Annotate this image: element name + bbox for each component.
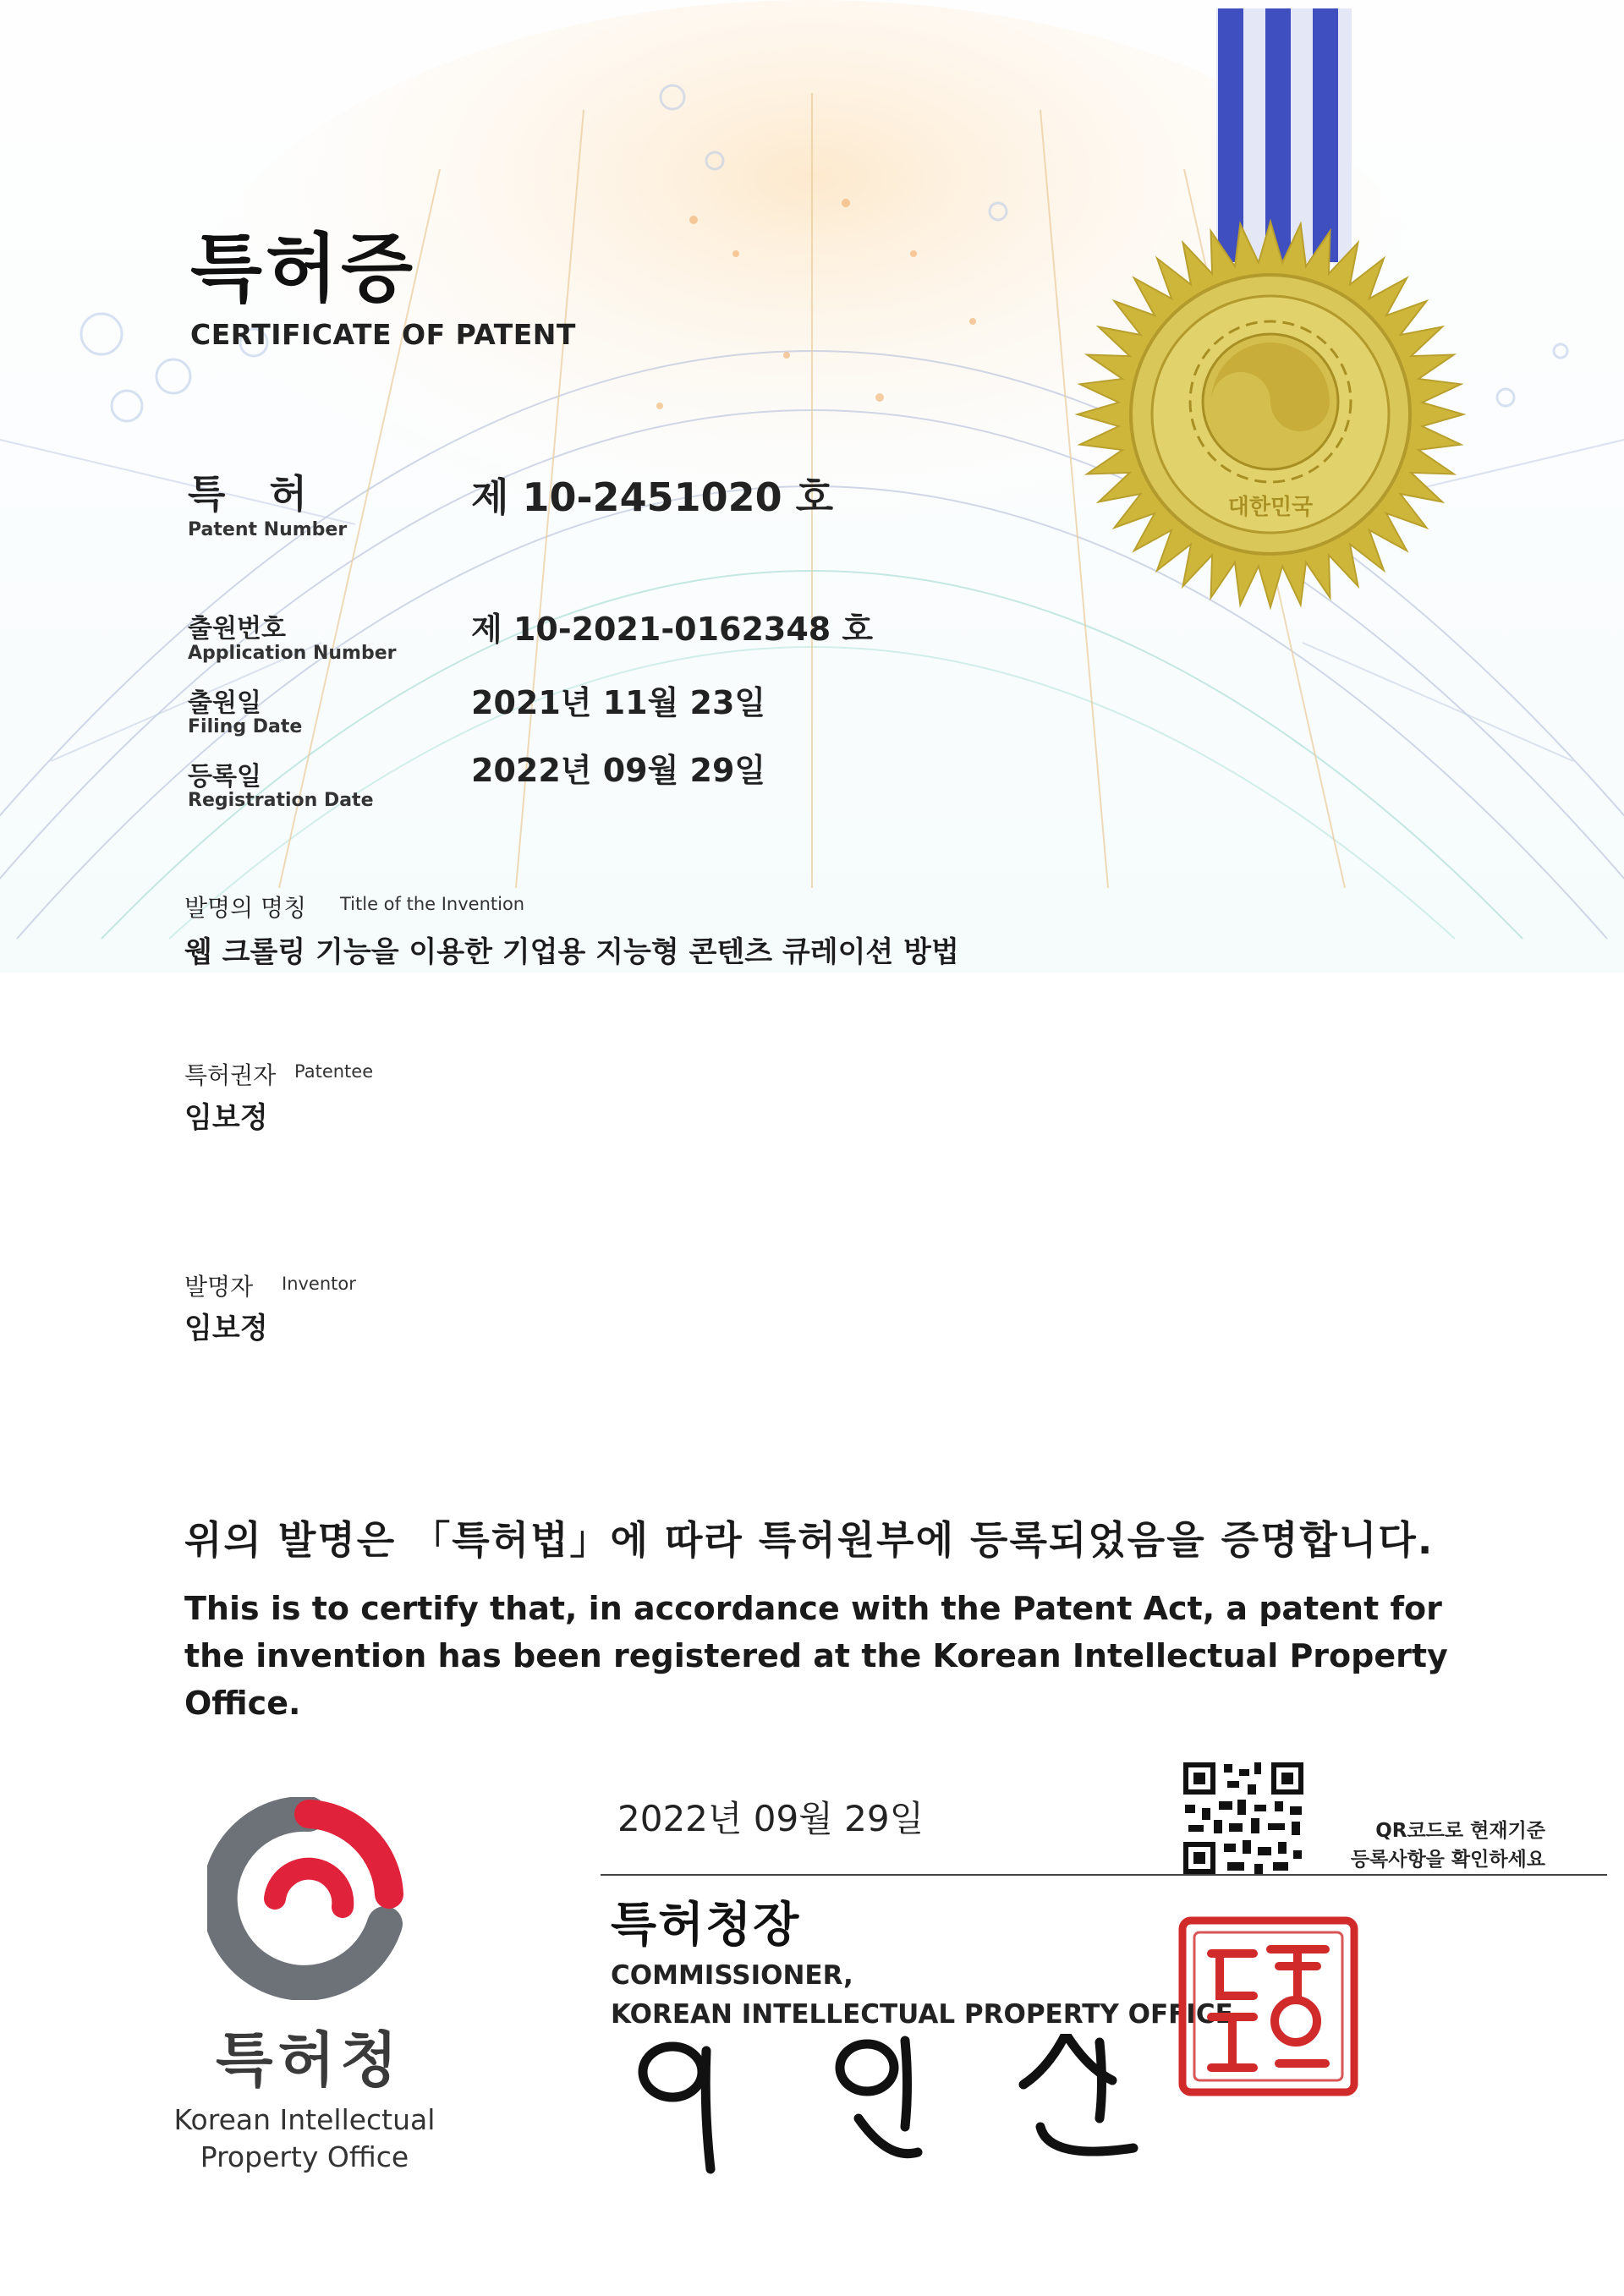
patentee-label: 특허권자 bbox=[184, 1061, 277, 1089]
inventor-label-en: Inventor bbox=[282, 1274, 356, 1294]
office-name-en-line1: Korean Intellectual bbox=[173, 2103, 436, 2136]
invention-title-value: 웹 크롤링 기능을 이용한 기업용 지능형 콘텐츠 큐레이션 방법 bbox=[184, 935, 959, 969]
invention-title-label: 발명의 명칭 bbox=[184, 894, 307, 922]
certification-statement-kr: 위의 발명은 「특허법」에 따라 특허원부에 등록되었음을 증명합니다. bbox=[184, 1517, 1435, 1563]
application-number-label: 출원번호 bbox=[188, 614, 286, 644]
divider-line bbox=[601, 1874, 1607, 1876]
certificate-subtitle: CERTIFICATE OF PATENT bbox=[190, 318, 576, 351]
office-name-en-line2: Property Office bbox=[200, 2140, 409, 2173]
registration-date-label: 등록일 bbox=[188, 762, 261, 792]
commissioner-title: 특허청장 bbox=[611, 1898, 801, 1953]
handwritten-signature bbox=[626, 2034, 1150, 2178]
office-name-en bbox=[169, 2101, 440, 2176]
registration-date-value: 2022년 09월 29일 bbox=[471, 752, 766, 789]
filing-date-label-en: Filing Date bbox=[188, 716, 303, 737]
qr-note-line2: 등록사항을 확인하세요 bbox=[1350, 1849, 1545, 1871]
inventor-label: 발명자 bbox=[184, 1273, 254, 1301]
commissioner-title-en-line1: COMMISSIONER, bbox=[611, 1960, 853, 1991]
seal-text: 대한민국 bbox=[1227, 495, 1314, 520]
patent-number-label: 특 허 bbox=[188, 471, 322, 517]
official-red-stamp bbox=[1177, 1915, 1359, 2097]
qr-note-line1: QR코드로 현재기준 bbox=[1375, 1820, 1545, 1842]
patentee-label-en: Patentee bbox=[294, 1061, 374, 1082]
patentee-value: 임보정 bbox=[184, 1101, 268, 1135]
qr-note bbox=[1313, 1817, 1545, 1874]
filing-date-label: 출원일 bbox=[188, 688, 261, 718]
patent-number-value: 제 10-2451020 호 bbox=[471, 474, 834, 520]
office-name-kr: 특허청 bbox=[216, 2025, 403, 2095]
application-number-label-en: Application Number bbox=[188, 643, 397, 664]
inventor-value: 임보정 bbox=[184, 1312, 268, 1345]
kipo-logo-icon bbox=[207, 1797, 410, 2000]
qr-code[interactable] bbox=[1180, 1759, 1307, 1877]
gold-seal-emblem bbox=[1067, 211, 1473, 617]
filing-date-value: 2021년 11월 23일 bbox=[471, 684, 766, 721]
commissioner-title-en-line2: KOREAN INTELLECTUAL PROPERTY OFFICE bbox=[611, 1999, 1233, 2030]
invention-title-label-en: Title of the Invention bbox=[340, 894, 525, 914]
issue-date: 2022년 09월 29일 bbox=[617, 1798, 924, 1839]
application-number-value: 제 10-2021-0162348 호 bbox=[471, 611, 874, 648]
patent-number-label-en: Patent Number bbox=[188, 519, 348, 540]
certification-statement-en: This is to certify that, in accordance with the Patent Act, a patent for the invention has been registered at the Korean Intellectual Property Office. bbox=[184, 1590, 1448, 1722]
registration-date-label-en: Registration Date bbox=[188, 790, 374, 811]
certificate-title: 특허증 bbox=[190, 225, 417, 312]
